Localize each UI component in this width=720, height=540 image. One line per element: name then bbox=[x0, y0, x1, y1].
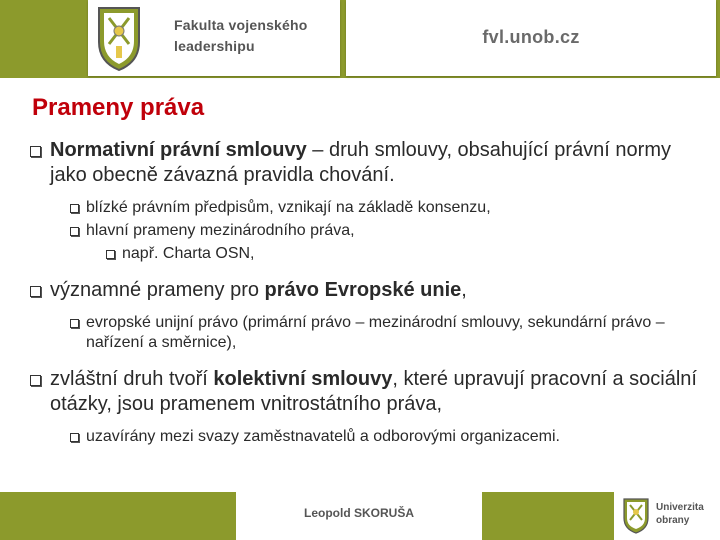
square-bullet-icon bbox=[30, 286, 41, 297]
item-text: hlavní prameny mezinárodního práva, bbox=[86, 222, 355, 239]
faculty-name-line2: leadershipu bbox=[174, 38, 255, 54]
faculty-name-line1: Fakulta vojenského bbox=[174, 17, 308, 33]
item-bold-text: Normativní právní smlouvy bbox=[50, 139, 307, 161]
item-bold-text: právo Evropské unie bbox=[264, 279, 462, 301]
item-text: blízké právním předpisům, vznikají na základě konsenzu, bbox=[86, 199, 491, 216]
author-box bbox=[236, 492, 482, 540]
item-bold-text: kolektivní smlouvy bbox=[213, 368, 393, 390]
square-bullet-icon bbox=[70, 433, 79, 442]
url-box bbox=[346, 0, 716, 76]
university-name-line2: obrany bbox=[656, 515, 690, 526]
item-text-post: , které upravují pracovní a sociální otázky, jsou pramenem vnitrostátního práva, bbox=[50, 368, 697, 415]
faculty-url[interactable]: fvl.unob.cz bbox=[482, 27, 580, 47]
bullet-item-normative-contracts bbox=[30, 138, 710, 188]
sub-bullet-item bbox=[30, 221, 710, 241]
footer-band bbox=[0, 492, 720, 540]
square-bullet-icon bbox=[70, 204, 79, 213]
bullet-item-collective-contracts bbox=[30, 367, 710, 417]
square-bullet-icon bbox=[30, 375, 41, 386]
sub-bullet-item bbox=[30, 427, 710, 447]
item-text-post: , bbox=[461, 279, 467, 301]
university-name-line1: Univerzita bbox=[656, 502, 704, 513]
square-bullet-icon bbox=[30, 146, 41, 157]
square-bullet-icon bbox=[106, 250, 115, 259]
item-text-pre: zvláštní druh tvoří bbox=[50, 368, 214, 390]
item-text: – druh smlouvy, obsahující právní normy jako obecně závazná pravidla chování. bbox=[50, 139, 671, 186]
university-crest-icon bbox=[622, 497, 650, 535]
university-logo-box bbox=[614, 492, 720, 540]
item-text: uzavírány mezi svazy zaměstnavatelů a odborovými organizacemi. bbox=[86, 428, 560, 445]
sub-bullet-item bbox=[30, 313, 710, 353]
faculty-logo-box bbox=[88, 0, 340, 76]
faculty-crest-icon bbox=[95, 4, 143, 72]
header-band bbox=[0, 0, 720, 78]
sub-bullet-item bbox=[30, 198, 710, 218]
item-text-pre: významné prameny pro bbox=[50, 279, 265, 301]
university-name bbox=[656, 501, 704, 527]
slide-content bbox=[30, 138, 710, 447]
author-name: Leopold SKORUŠA bbox=[304, 506, 414, 520]
item-text: např. Charta OSN, bbox=[122, 245, 255, 262]
bullet-item-eu-law bbox=[30, 278, 710, 303]
square-bullet-icon bbox=[70, 227, 79, 236]
faculty-name bbox=[174, 15, 339, 57]
item-text: evropské unijní právo (primární právo – mezinárodní smlouvy, sekundární právo – nařízení a směrnice), bbox=[86, 314, 665, 351]
sub-sub-bullet-item bbox=[30, 244, 710, 264]
square-bullet-icon bbox=[70, 319, 79, 328]
slide-title: Prameny práva bbox=[32, 94, 205, 121]
